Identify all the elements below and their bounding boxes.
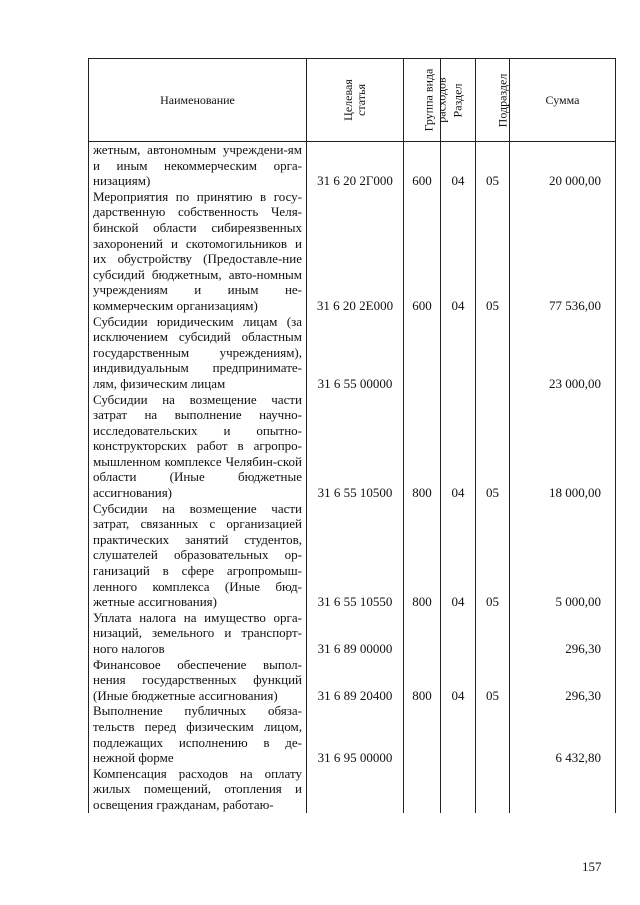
row-code: 31 6 95 00000 [307,703,404,765]
table-row [89,657,616,704]
row-code: 31 6 89 20400 [307,657,404,704]
row-code: 31 6 55 10550 [307,501,404,610]
table-row [89,392,616,501]
header-target-line2: статья [353,84,368,116]
table-row [89,501,616,610]
row-sum: 18 000,00 [510,392,616,501]
budget-table [88,58,616,813]
row-section: 04 [441,189,476,314]
row-subsection [476,610,510,657]
row-name: Субсидии на возмещение части затрат на выполнение научно-исследовательских и опытно-конструкторских работ в агропро-мышленном комплексе Челябин-ской области (Иные бюджетные ассигнования) [89,392,307,501]
page-number: 157 [582,859,602,874]
row-name: жетным, автономным учреждени-ям и иным некоммерческим орга-низациям) [89,142,307,189]
row-subsection [476,703,510,765]
row-sum [510,766,616,813]
header-name: Наименование [89,59,307,142]
row-section [441,610,476,657]
table-row [89,610,616,657]
row-sum: 23 000,00 [510,314,616,392]
row-sum: 20 000,00 [510,142,616,189]
table-row [89,703,616,765]
row-code: 31 6 55 10500 [307,392,404,501]
row-subsection: 05 [476,142,510,189]
header-target-article [307,59,404,142]
row-sum: 77 536,00 [510,189,616,314]
header-section-label: Раздел [450,83,465,117]
row-group: 600 [404,142,441,189]
row-name: Финансовое обеспечение выпол-нения государственных функций (Иные бюджетные ассигнования) [89,657,307,704]
row-name: Компенсация расходов на оплату жилых помещений, отопления и освещения гражданам, работаю- [89,766,307,813]
row-sum: 6 432,80 [510,703,616,765]
row-sum: 296,30 [510,657,616,704]
row-name: Выполнение публичных обяза-тельств перед физическим лицом, подлежащих исполнению в де-нежной форме [89,703,307,765]
row-group: 600 [404,189,441,314]
row-subsection: 05 [476,189,510,314]
row-name: Уплата налога на имущество орга-низаций, земельного и транспорт-ного налогов [89,610,307,657]
row-name: Мероприятия по принятию в госу-дарственную собственность Челя-бинской области сибиреязвенных захоронений и скотомогильников и их обустройству (Предоставле-ние субсидий бюджетным, авто-номным учреждениям и иным не-коммерческим организациям) [89,189,307,314]
row-section: 04 [441,392,476,501]
row-name: Субсидии юридическим лицам (за исключением субсидий областным государственным учреждениям), индивидуальным предпринимате-лям, физическим лицам [89,314,307,392]
header-expense-group [404,59,449,142]
row-subsection: 05 [476,392,510,501]
row-section: 04 [441,501,476,610]
row-section: 04 [441,657,476,704]
row-section: 04 [441,142,476,189]
row-group [404,703,441,765]
row-group: 800 [404,501,441,610]
row-group [404,610,441,657]
row-section [441,766,476,813]
row-section [441,314,476,392]
table-header-row [89,59,616,142]
table-row [89,189,616,314]
row-sum: 296,30 [510,610,616,657]
header-group-line1: Группа вида [421,68,436,132]
row-code: 31 6 20 2Е000 [307,189,404,314]
header-sum: Сумма [510,59,616,142]
row-name: Субсидии на возмещение части затрат, связанных с организацией практических занятий студентов, слушателей образовательных ор-ганизаций в сфере агропромыш-ленного комплекса (Иные бюд-жетные ассигнования) [89,501,307,610]
row-code: 31 6 20 2Г000 [307,142,404,189]
row-subsection: 05 [476,501,510,610]
row-code [307,766,404,813]
header-group-line2: расходов [434,77,449,123]
table-row [89,314,616,392]
row-subsection: 05 [476,657,510,704]
row-group: 800 [404,657,441,704]
row-group: 800 [404,392,441,501]
row-sum: 5 000,00 [510,501,616,610]
row-group [404,766,441,813]
header-subsection-label: Подраздел [495,73,510,127]
table-row [89,766,616,813]
row-group [404,314,441,392]
row-subsection [476,766,510,813]
row-code: 31 6 55 00000 [307,314,404,392]
row-code: 31 6 89 00000 [307,610,404,657]
table-row [89,142,616,189]
header-subsection [476,59,510,142]
row-section [441,703,476,765]
header-target-line1: Целевая [340,79,355,121]
row-subsection [476,314,510,392]
